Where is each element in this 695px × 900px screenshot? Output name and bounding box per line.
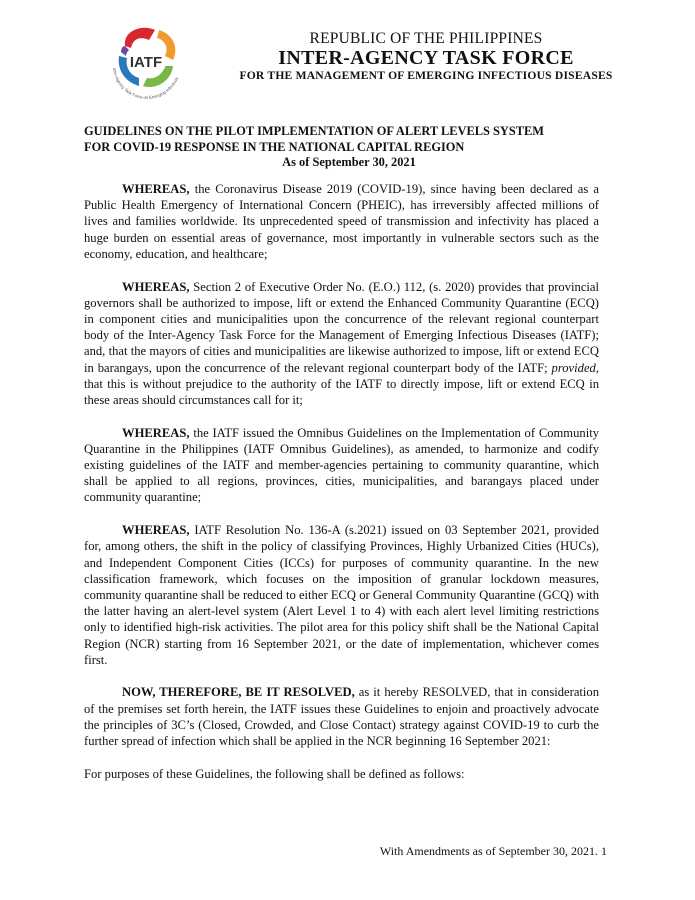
- paragraph-whereas-2: [84, 279, 599, 409]
- paragraph-whereas-1: [84, 181, 599, 262]
- paragraph-text: the IATF issued the Omnibus Guidelines on the Implementation of Community Quarantine in the Philippines (IATF Omnibus Guidelines), as amended, to harmonize and codify existing guidelines of the IATF and member-agencies pertaining to community quarantine, which shall be applied to all regions, provinces, cities, municipalities, and barangays placed under community quarantine;: [84, 425, 599, 505]
- letterhead-subtitle: FOR THE MANAGEMENT OF EMERGING INFECTIOUS DISEASES: [239, 69, 613, 82]
- logo-purple-accent: [121, 46, 129, 56]
- paragraph-text: IATF Resolution No. 136-A (s.2021) issued on 03 September 2021, provided for, among others, the shift in the policy of classifying Provinces, Highly Urbanized Cities (HUCs), and Independent Component Cities (ICCs) for purposes of community quarantine. In the new classification framework, which focuses on the imposition of granular lockdown measures, community quarantine shall be reduced to either ECQ or General Community Quarantine (GCQ) with the latter having an alert-level system (Alert Level 1 to 4) with each alert level limiting restrictions only to identified high-risk activities. The pilot area for this policy shift shall be the National Capital Region (NCR) starting from 16 September 2021, or the date of implementation, whichever comes first.: [84, 523, 599, 667]
- paragraph-lead: NOW, THEREFORE, BE IT RESOLVED,: [122, 685, 355, 700]
- logo-text: IATF: [129, 54, 163, 71]
- logo-ring-text: Inter-Agency Task Force on Emerging Infectious: [111, 67, 180, 100]
- document-title: [84, 124, 614, 171]
- paragraph-definitions-intro: For purposes of these Guidelines, the following shall be defined as follows:: [84, 766, 465, 781]
- paragraph-italic: provided: [551, 360, 596, 375]
- paragraph-text: as it hereby RESOLVED, that in consideration of the premises set forth herein, the IATF issues these Guidelines to enjoin and proactively advocate the principles of 3C’s (Closed, Crowded, and Close Contact) strategy against COVID-19 to curb the further spread of infection which shall be applied in the NCR beginning 16 September 2021:: [84, 685, 600, 749]
- title-line-2: FOR COVID-19 RESPONSE IN THE NATIONAL CAPITAL REGION: [84, 139, 465, 154]
- logo-red-hand: [125, 28, 155, 48]
- letterhead-republic: REPUBLIC OF THE PHILIPPINES: [309, 30, 543, 47]
- title-line-1: GUIDELINES ON THE PILOT IMPLEMENTATION OF ALERT LEVELS SYSTEM: [84, 124, 544, 138]
- letterhead-text: [196, 30, 656, 84]
- paragraph-whereas-3: [84, 425, 599, 506]
- paragraph-text: the Coronavirus Disease 2019 (COVID-19), since having been declared as a Public Health Emergency of International Concern (PHEIC), has irreversibly affected millions of lives and families worldwide. Its unprecedented speed of transmission and infectivity has placed a huge burden on essential areas of governance, most importantly in vulnerable sectors such as the economy, education, and healthcare;: [84, 182, 599, 261]
- paragraph-lead: WHEREAS,: [122, 425, 190, 440]
- document-body: [84, 181, 599, 799]
- paragraph-resolved: [84, 684, 599, 749]
- paragraph-lead: WHEREAS,: [122, 523, 190, 538]
- page-footer: With Amendments as of September 30, 2021. 1: [379, 844, 607, 858]
- paragraph-lead: WHEREAS,: [122, 279, 190, 294]
- letterhead-agency: INTER-AGENCY TASK FORCE: [278, 47, 574, 69]
- letterhead: [0, 0, 695, 100]
- iatf-logo: [103, 18, 189, 104]
- title-date: As of September 30, 2021: [282, 155, 416, 169]
- paragraph-whereas-4: [84, 522, 599, 668]
- paragraph-text: , that this is without prejudice to the authority of the IATF to directly impose, lift or extend ECQ in these areas should circumstances call for it;: [84, 360, 599, 407]
- paragraph-lead: WHEREAS,: [122, 182, 190, 196]
- paragraph-text: Section 2 of Executive Order No. (E.O.) 112, (s. 2020) provides that provincial governors shall be authorized to impose, lift or extend the Enhanced Community Quarantine (ECQ) in component cities and municipalities upon the concurrence of the relevant regional counterpart body of the Inter-Agency Task Force for the Management of Emerging Infectious Diseases (IATF); and, that the mayors of cities and municipalities are likewise authorized to impose, lift or extend ECQ in barangays, upon the concurrence of the relevant regional counterpart body of the IATF;: [84, 279, 599, 375]
